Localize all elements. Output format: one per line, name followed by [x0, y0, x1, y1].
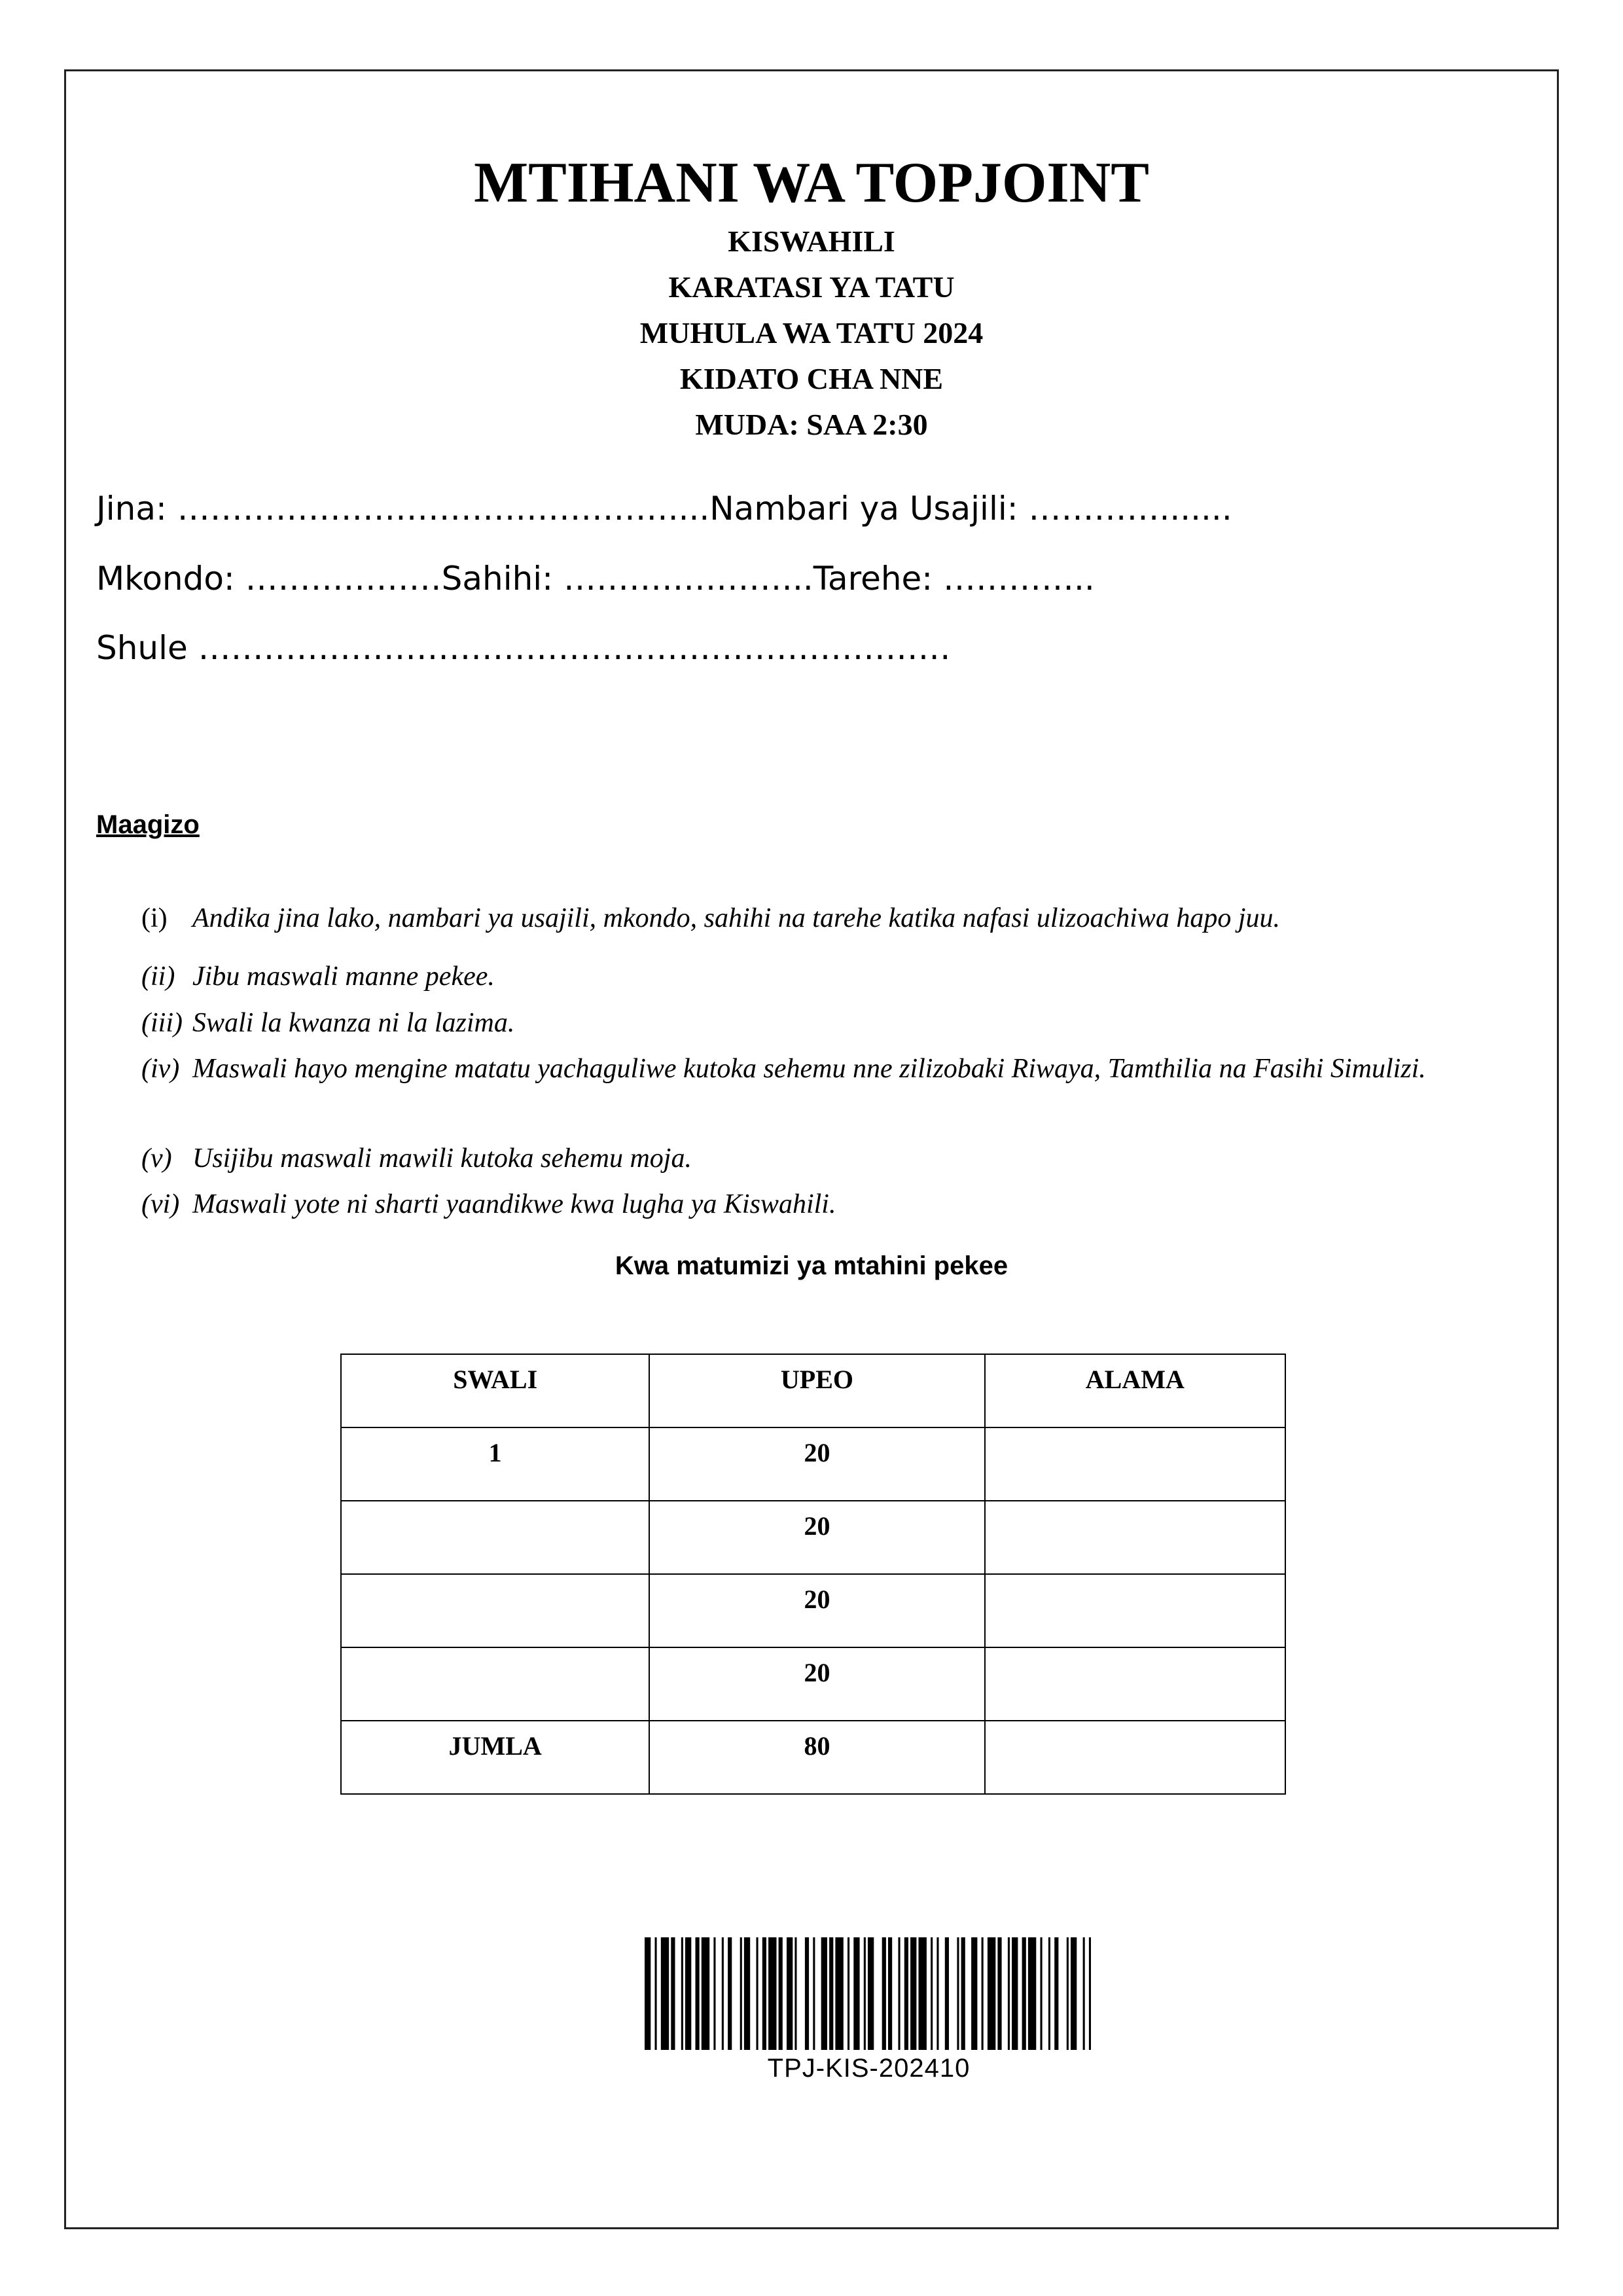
- column-header-max: UPEO: [649, 1354, 984, 1427]
- instruction-item: [141, 1183, 1516, 1226]
- exam-duration: MUDA: SAA 2:30: [695, 408, 928, 441]
- barcode-bar: [722, 1937, 724, 2050]
- marks-cell: [985, 1647, 1285, 1721]
- instruction-number: (ii): [141, 961, 175, 992]
- instruction-text: Maswali yote ni sharti yaandikwe kwa lugha ya Kiswahili.: [192, 1189, 836, 1219]
- max-cell: 20: [649, 1647, 984, 1721]
- barcode-bar: [671, 1937, 675, 2050]
- barcode-bar: [728, 1937, 732, 2050]
- exam-subject: KISWAHILI: [728, 224, 895, 258]
- barcode-bar: [888, 1937, 892, 2050]
- barcode-bar: [787, 1937, 793, 2050]
- barcode-bar: [696, 1937, 700, 2050]
- barcode-bar: [740, 1937, 742, 2050]
- instruction-item: [141, 1047, 1516, 1090]
- instruction-number: (iii): [141, 1008, 183, 1038]
- barcode-bar: [1089, 1937, 1091, 2050]
- exam-header: [0, 148, 1623, 448]
- barcode-bar: [1071, 1937, 1077, 2050]
- barcode-bar: [919, 1937, 927, 2050]
- instruction-text: Usijibu maswali mawili kutoka sehemu moja.: [192, 1143, 692, 1174]
- max-cell: 20: [649, 1427, 984, 1501]
- stream-signature-date-line: Mkondo: ………………Sahihi: …………………..Tarehe: …………..: [96, 560, 1095, 598]
- barcode-bar: [713, 1937, 715, 2050]
- barcode-bar: [1067, 1937, 1069, 2050]
- barcode-bar: [768, 1937, 776, 2050]
- question-cell: [341, 1647, 649, 1721]
- barcode-bar: [681, 1937, 683, 2050]
- exam-paper: KARATASI YA TATU: [668, 270, 955, 304]
- instruction-item: [141, 955, 1516, 998]
- instruction-number: (i): [141, 903, 168, 933]
- barcode-bar: [805, 1937, 809, 2050]
- table-row: [341, 1647, 1285, 1721]
- examiner-use-only-label: Kwa matumizi ya mtahini pekee: [615, 1251, 1008, 1280]
- barcode-bar: [957, 1937, 959, 2050]
- table-row: [341, 1501, 1285, 1574]
- max-cell: 20: [649, 1574, 984, 1647]
- barcode-bar: [1041, 1937, 1043, 2050]
- barcode-bar: [794, 1937, 796, 2050]
- barcode-bar: [1012, 1937, 1018, 2050]
- barcode-bar: [655, 1937, 657, 2050]
- max-cell: 20: [649, 1501, 984, 1574]
- instruction-item: [141, 897, 1516, 940]
- barcode-bar: [910, 1937, 916, 2050]
- barcode-bar: [847, 1937, 849, 2050]
- question-cell: [341, 1574, 649, 1647]
- barcode-text: TPJ-KIS-202410: [767, 2054, 971, 2083]
- total-max-cell: 80: [649, 1721, 984, 1794]
- instruction-text: Andika jina lako, nambari ya usajili, mkondo, sahihi na tarehe katika nafasi ulizoachiwa hapo juu.: [192, 903, 1280, 933]
- barcode-bar: [685, 1937, 691, 2050]
- exam-term: MUHULA WA TATU 2024: [639, 316, 984, 350]
- barcode-bar: [868, 1937, 874, 2050]
- instruction-item: [141, 1001, 1516, 1045]
- marks-cell: [985, 1574, 1285, 1647]
- barcode-bar: [971, 1937, 977, 2050]
- barcode-bar: [835, 1937, 843, 2050]
- barcode-bar: [821, 1937, 827, 2050]
- barcode-bar: [882, 1937, 886, 2050]
- barcode-bar: [645, 1937, 651, 2050]
- barcode-bar: [864, 1937, 866, 2050]
- total-marks-cell: [985, 1721, 1285, 1794]
- barcode-bar: [936, 1937, 938, 2050]
- marks-cell: [985, 1501, 1285, 1574]
- barcode-bar: [982, 1937, 984, 2050]
- marks-cell: [985, 1427, 1285, 1501]
- table-row-total: [341, 1721, 1285, 1794]
- barcode-image: [645, 1937, 1091, 2050]
- barcode-bar: [1083, 1937, 1085, 2050]
- instruction-text: Swali la kwanza ni la lazima.: [192, 1008, 515, 1038]
- barcode-bar: [904, 1937, 908, 2050]
- exam-form: KIDATO CHA NNE: [679, 362, 944, 395]
- barcode-bar: [1022, 1937, 1026, 2050]
- barcode-bar: [988, 1937, 995, 2050]
- barcode-bar: [945, 1937, 949, 2050]
- barcode-bar: [1028, 1937, 1036, 2050]
- barcode-bar: [1048, 1937, 1050, 2050]
- table-header-row: [341, 1354, 1285, 1427]
- question-cell: [341, 1501, 649, 1574]
- barcode-bar: [997, 1937, 1001, 2050]
- marks-table: [340, 1354, 1286, 1795]
- barcode-bar: [1054, 1937, 1058, 2050]
- barcode-bar: [961, 1937, 965, 2050]
- instruction-number: (iv): [141, 1054, 180, 1084]
- barcode-bar: [757, 1937, 758, 2050]
- instruction-number: (vi): [141, 1189, 180, 1219]
- name-registration-line: Jina: ………………………………………....Nambari ya Usajili: ………….......: [96, 490, 1232, 528]
- instruction-item: [141, 1137, 1516, 1180]
- question-cell: 1: [341, 1427, 649, 1501]
- barcode-bar: [779, 1937, 783, 2050]
- table-row: [341, 1427, 1285, 1501]
- instruction-text: Jibu maswali manne pekee.: [192, 961, 495, 992]
- barcode-bar: [744, 1937, 750, 2050]
- column-header-marks: ALAMA: [985, 1354, 1285, 1427]
- instruction-number: (v): [141, 1143, 172, 1174]
- school-line: Shule ……………………………………………………………: [96, 629, 951, 667]
- barcode-bar: [853, 1937, 859, 2050]
- instructions-heading: Maagizo: [96, 810, 200, 839]
- barcode-bar: [762, 1937, 766, 2050]
- barcode-bar: [899, 1937, 901, 2050]
- barcode-bar: [661, 1937, 669, 2050]
- barcode-bar: [931, 1937, 933, 2050]
- column-header-question: SWALI: [341, 1354, 649, 1427]
- barcode-bar: [813, 1937, 815, 2050]
- exam-title: MTIHANI WA TOPJOINT: [474, 151, 1149, 215]
- total-label-cell: JUMLA: [341, 1721, 649, 1794]
- barcode-bar: [702, 1937, 709, 2050]
- barcode-bar: [1008, 1937, 1010, 2050]
- instruction-text: Maswali hayo mengine matatu yachaguliwe kutoka sehemu nne zilizobaki Riwaya, Tamthilia na Fasihi Simulizi.: [192, 1054, 1426, 1084]
- table-row: [341, 1574, 1285, 1647]
- barcode-bar: [829, 1937, 833, 2050]
